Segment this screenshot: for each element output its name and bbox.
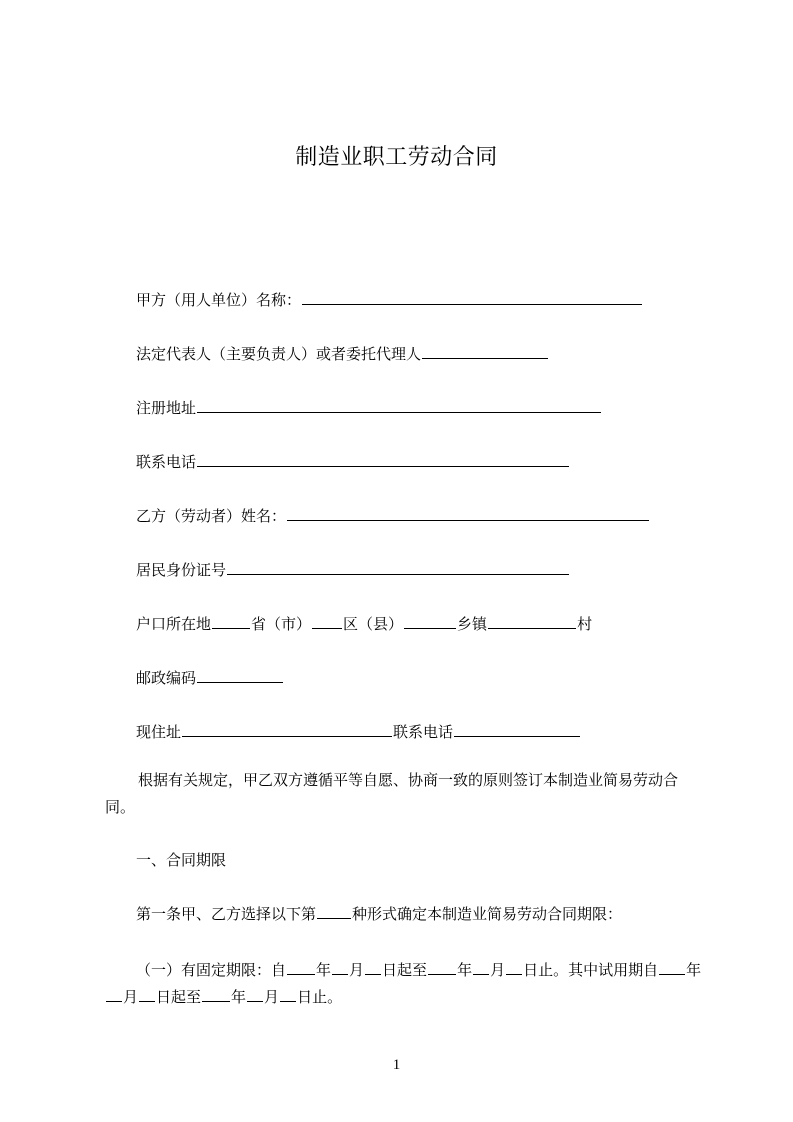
party-b-blank	[287, 506, 649, 521]
phone-label: 联系电话	[136, 453, 197, 471]
current-address-blank	[182, 722, 392, 737]
trial-end-month-blank	[247, 987, 263, 1002]
id-number-label: 居民身份证号	[136, 561, 227, 579]
start-day-blank	[365, 960, 381, 975]
trial-start-day-blank	[139, 987, 155, 1002]
hukou-village-blank	[488, 614, 576, 629]
start-year-blank	[287, 960, 315, 975]
current-address-line	[136, 722, 581, 742]
month-label: 月	[264, 988, 280, 1006]
reg-address-blank	[197, 398, 601, 413]
article1-blank	[317, 904, 351, 919]
legal-rep-line	[136, 344, 549, 364]
postcode-label: 邮政编码	[136, 669, 197, 687]
party-b-line	[136, 506, 650, 526]
end-year-blank	[428, 960, 456, 975]
party-b-label: 乙方（劳动者）姓名：	[136, 507, 287, 525]
section1-heading: 一、合同期限	[136, 851, 227, 869]
year-label: 年	[316, 961, 332, 979]
hukou-label: 户口所在地	[136, 615, 212, 633]
month-label: 月	[123, 988, 139, 1006]
party-a-blank	[302, 290, 642, 305]
postcode-line	[136, 668, 284, 688]
party-a-label: 甲方（用人单位）名称：	[136, 291, 302, 309]
phone-blank	[197, 452, 569, 467]
from-label: 日起至	[382, 961, 428, 979]
start-month-blank	[332, 960, 348, 975]
article1-line	[136, 904, 622, 924]
hukou-village-label: 村	[577, 615, 593, 633]
end-day-blank	[506, 960, 522, 975]
legal-rep-label: 法定代表人（主要负责人）或者委托代理人	[136, 345, 422, 363]
end-label: 日止。	[297, 988, 343, 1006]
month-label: 月	[349, 961, 365, 979]
page-number: 1	[392, 1057, 401, 1073]
phone-line	[136, 452, 570, 472]
trial-start-month-blank	[106, 987, 122, 1002]
postcode-blank	[197, 668, 283, 683]
trial-intro-label: 日止。其中试用期自	[523, 961, 659, 979]
end-month-blank	[473, 960, 489, 975]
intro-paragraph: 根据有关规定，甲乙双方遵循平等自愿、协商一致的原则签订本制造业简易劳动合同。	[105, 771, 679, 816]
hukou-province-label: 省（市）	[251, 615, 312, 633]
hukou-district-label: 区（县）	[343, 615, 404, 633]
year-label: 年	[231, 988, 247, 1006]
year-label: 年	[457, 961, 473, 979]
document-title: 制造业职工劳动合同	[295, 145, 498, 170]
hukou-line	[136, 614, 592, 634]
month-label: 月	[490, 961, 506, 979]
fixed-term-paragraph	[105, 957, 705, 1011]
legal-rep-blank	[422, 344, 548, 359]
hukou-town-blank	[404, 614, 456, 629]
hukou-province-blank	[212, 614, 250, 629]
trial-start-year-blank	[659, 960, 685, 975]
fixed-term-intro: （一）有固定期限：自	[136, 961, 287, 979]
hukou-district-blank	[312, 614, 342, 629]
trial-end-day-blank	[280, 987, 296, 1002]
reg-address-label: 注册地址	[136, 399, 197, 417]
reg-address-line	[136, 398, 602, 418]
year-label: 年	[686, 961, 702, 979]
id-number-blank	[227, 560, 569, 575]
trial-end-year-blank	[202, 987, 230, 1002]
current-phone-label: 联系电话	[393, 723, 454, 741]
from-label: 日起至	[156, 988, 202, 1006]
article1-text-b: 种形式确定本制造业简易劳动合同期限：	[352, 905, 623, 923]
hukou-town-label: 乡镇	[457, 615, 488, 633]
current-phone-blank	[454, 722, 580, 737]
party-a-line	[136, 290, 643, 310]
id-number-line	[136, 560, 570, 580]
current-address-label: 现住址	[136, 723, 182, 741]
article1-text-a: 第一条甲、乙方选择以下第	[136, 905, 317, 923]
